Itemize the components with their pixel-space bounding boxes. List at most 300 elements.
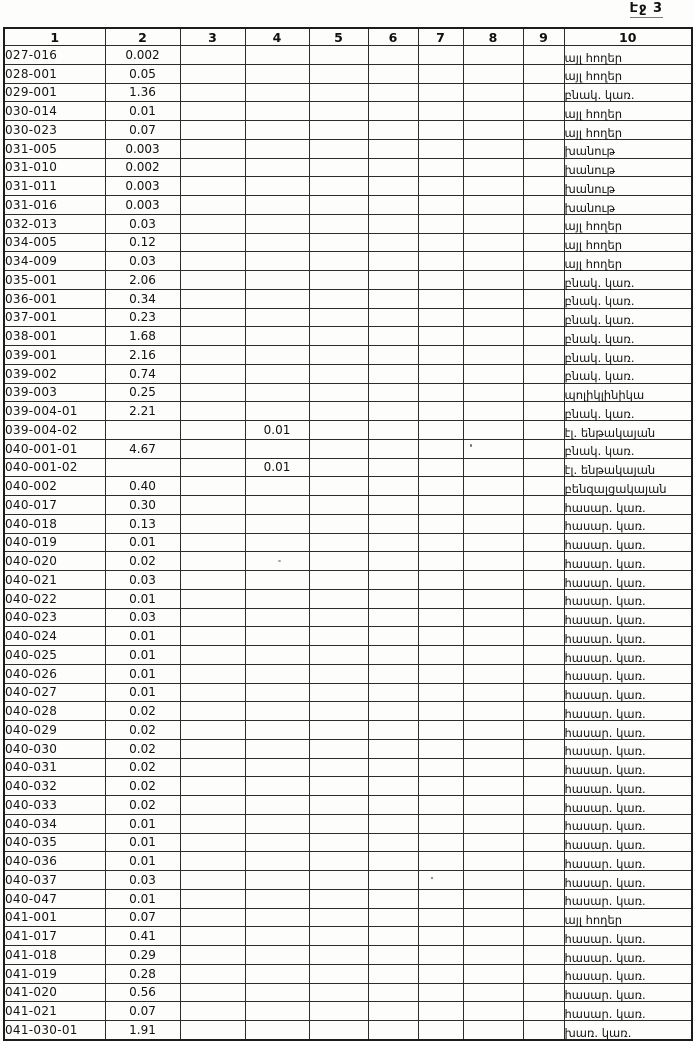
parcel-code-cell: 027-016 bbox=[4, 46, 105, 65]
table-row bbox=[4, 571, 692, 590]
empty-cell bbox=[418, 346, 463, 365]
empty-cell bbox=[368, 196, 418, 215]
area-main-cell: 4.67 bbox=[105, 439, 180, 458]
empty-cell bbox=[463, 102, 523, 121]
empty-cell bbox=[418, 514, 463, 533]
empty-cell bbox=[523, 46, 564, 65]
empty-cell bbox=[418, 64, 463, 83]
table-row bbox=[4, 196, 692, 215]
empty-cell bbox=[463, 721, 523, 740]
table-row bbox=[4, 1021, 692, 1040]
area-secondary-cell bbox=[245, 327, 309, 346]
parcel-code-cell: 040-002 bbox=[4, 477, 105, 496]
land-use-cell: հասար. կառ. bbox=[564, 833, 692, 852]
empty-cell bbox=[523, 177, 564, 196]
parcel-code-cell: 040-031 bbox=[4, 758, 105, 777]
land-use-cell: հասար. կառ. bbox=[564, 852, 692, 871]
area-secondary-cell bbox=[245, 983, 309, 1002]
land-use-cell: էլ. ենթակայան bbox=[564, 458, 692, 477]
empty-cell bbox=[418, 402, 463, 421]
land-use-cell: բնակ. կառ. bbox=[564, 402, 692, 421]
parcel-code-cell: 032-013 bbox=[4, 214, 105, 233]
empty-cell bbox=[368, 458, 418, 477]
area-main-cell: 2.21 bbox=[105, 402, 180, 421]
empty-cell bbox=[523, 552, 564, 571]
area-main-cell: 0.01 bbox=[105, 889, 180, 908]
parcel-code-cell: 034-005 bbox=[4, 233, 105, 252]
area-main-cell: 0.002 bbox=[105, 158, 180, 177]
empty-cell bbox=[309, 383, 368, 402]
area-secondary-cell bbox=[245, 308, 309, 327]
area-main-cell: 0.01 bbox=[105, 814, 180, 833]
empty-cell bbox=[523, 758, 564, 777]
empty-cell bbox=[309, 477, 368, 496]
area-main-cell: 0.07 bbox=[105, 121, 180, 140]
empty-cell bbox=[418, 608, 463, 627]
area-main-cell: 0.29 bbox=[105, 946, 180, 965]
empty-cell bbox=[463, 1002, 523, 1021]
empty-cell bbox=[309, 514, 368, 533]
empty-cell bbox=[418, 383, 463, 402]
table-row bbox=[4, 308, 692, 327]
empty-cell bbox=[309, 327, 368, 346]
scan-noise-speck bbox=[431, 877, 433, 879]
area-secondary-cell bbox=[245, 177, 309, 196]
empty-cell bbox=[523, 514, 564, 533]
table-row bbox=[4, 646, 692, 665]
empty-cell bbox=[418, 233, 463, 252]
area-main-cell: 0.01 bbox=[105, 646, 180, 665]
empty-cell bbox=[463, 439, 523, 458]
empty-cell bbox=[463, 927, 523, 946]
empty-cell bbox=[309, 589, 368, 608]
parcel-code-cell: 031-011 bbox=[4, 177, 105, 196]
empty-cell bbox=[463, 627, 523, 646]
empty-cell bbox=[309, 946, 368, 965]
empty-cell bbox=[180, 908, 245, 927]
empty-cell bbox=[180, 346, 245, 365]
empty-cell bbox=[463, 308, 523, 327]
page-number: Էջ 3 bbox=[629, 1, 663, 16]
empty-cell bbox=[180, 102, 245, 121]
area-secondary-cell bbox=[245, 346, 309, 365]
parcel-code-cell: 040-001-01 bbox=[4, 439, 105, 458]
parcel-code-cell: 040-025 bbox=[4, 646, 105, 665]
empty-cell bbox=[309, 758, 368, 777]
table-row bbox=[4, 777, 692, 796]
empty-cell bbox=[523, 646, 564, 665]
empty-cell bbox=[463, 252, 523, 271]
empty-cell bbox=[418, 533, 463, 552]
empty-cell bbox=[309, 102, 368, 121]
area-secondary-cell bbox=[245, 664, 309, 683]
land-use-cell: բնակ. կառ. bbox=[564, 289, 692, 308]
parcel-code-cell: 039-001 bbox=[4, 346, 105, 365]
empty-cell bbox=[368, 214, 418, 233]
empty-cell bbox=[180, 646, 245, 665]
empty-cell bbox=[523, 271, 564, 290]
empty-cell bbox=[523, 233, 564, 252]
land-use-cell: էլ. ենթակայան bbox=[564, 421, 692, 440]
empty-cell bbox=[418, 196, 463, 215]
table-row bbox=[4, 177, 692, 196]
empty-cell bbox=[463, 889, 523, 908]
empty-cell bbox=[418, 364, 463, 383]
table-header-row bbox=[4, 28, 692, 46]
empty-cell bbox=[418, 458, 463, 477]
land-use-cell: հասար. կառ. bbox=[564, 739, 692, 758]
empty-cell bbox=[368, 589, 418, 608]
empty-cell bbox=[180, 214, 245, 233]
empty-cell bbox=[309, 721, 368, 740]
parcel-code-cell: 040-001-02 bbox=[4, 458, 105, 477]
land-use-cell: բնակ. կառ. bbox=[564, 346, 692, 365]
empty-cell bbox=[463, 852, 523, 871]
empty-cell bbox=[309, 739, 368, 758]
table-row bbox=[4, 608, 692, 627]
empty-cell bbox=[523, 496, 564, 515]
area-main-cell: 0.02 bbox=[105, 758, 180, 777]
empty-cell bbox=[463, 777, 523, 796]
parcel-code-cell: 040-030 bbox=[4, 739, 105, 758]
area-main-cell: 0.003 bbox=[105, 196, 180, 215]
table-row bbox=[4, 289, 692, 308]
table-row bbox=[4, 233, 692, 252]
empty-cell bbox=[418, 871, 463, 890]
empty-cell bbox=[180, 364, 245, 383]
empty-cell bbox=[309, 871, 368, 890]
table-row bbox=[4, 477, 692, 496]
parcel-code-cell: 031-010 bbox=[4, 158, 105, 177]
land-use-cell: հասար. կառ. bbox=[564, 552, 692, 571]
empty-cell bbox=[368, 233, 418, 252]
area-secondary-cell: 0.01 bbox=[245, 421, 309, 440]
empty-cell bbox=[180, 196, 245, 215]
empty-cell bbox=[463, 608, 523, 627]
empty-cell bbox=[463, 496, 523, 515]
empty-cell bbox=[180, 983, 245, 1002]
empty-cell bbox=[180, 308, 245, 327]
empty-cell bbox=[368, 346, 418, 365]
area-secondary-cell bbox=[245, 702, 309, 721]
empty-cell bbox=[523, 289, 564, 308]
empty-cell bbox=[418, 739, 463, 758]
area-secondary-cell bbox=[245, 1021, 309, 1040]
empty-cell bbox=[418, 214, 463, 233]
empty-cell bbox=[418, 589, 463, 608]
area-main-cell: 0.02 bbox=[105, 552, 180, 571]
area-main-cell: 2.06 bbox=[105, 271, 180, 290]
parcel-code-cell: 040-047 bbox=[4, 889, 105, 908]
empty-cell bbox=[180, 439, 245, 458]
area-main-cell: 1.68 bbox=[105, 327, 180, 346]
table-row bbox=[4, 83, 692, 102]
table-row bbox=[4, 664, 692, 683]
empty-cell bbox=[418, 1002, 463, 1021]
empty-cell bbox=[418, 552, 463, 571]
empty-cell bbox=[463, 833, 523, 852]
land-use-cell: խանութ bbox=[564, 139, 692, 158]
empty-cell bbox=[523, 964, 564, 983]
empty-cell bbox=[368, 664, 418, 683]
empty-cell bbox=[368, 946, 418, 965]
area-secondary-cell bbox=[245, 439, 309, 458]
empty-cell bbox=[418, 683, 463, 702]
empty-cell bbox=[523, 252, 564, 271]
empty-cell bbox=[180, 158, 245, 177]
area-secondary-cell bbox=[245, 83, 309, 102]
empty-cell bbox=[523, 777, 564, 796]
empty-cell bbox=[418, 664, 463, 683]
empty-cell bbox=[309, 83, 368, 102]
parcel-code-cell: 039-002 bbox=[4, 364, 105, 383]
empty-cell bbox=[309, 214, 368, 233]
empty-cell bbox=[418, 758, 463, 777]
empty-cell bbox=[309, 402, 368, 421]
empty-cell bbox=[463, 158, 523, 177]
empty-cell bbox=[180, 327, 245, 346]
column-header-10: 10 bbox=[564, 28, 692, 46]
empty-cell bbox=[368, 102, 418, 121]
area-main-cell: 0.002 bbox=[105, 46, 180, 65]
empty-cell bbox=[368, 983, 418, 1002]
empty-cell bbox=[463, 121, 523, 140]
area-main-cell: 0.01 bbox=[105, 533, 180, 552]
area-secondary-cell bbox=[245, 533, 309, 552]
empty-cell bbox=[463, 514, 523, 533]
area-secondary-cell bbox=[245, 289, 309, 308]
area-secondary-cell bbox=[245, 908, 309, 927]
parcel-code-cell: 040-019 bbox=[4, 533, 105, 552]
land-use-cell: այլ հողեր bbox=[564, 214, 692, 233]
empty-cell bbox=[309, 496, 368, 515]
empty-cell bbox=[463, 64, 523, 83]
empty-cell bbox=[418, 946, 463, 965]
area-secondary-cell bbox=[245, 271, 309, 290]
land-use-cell: բնակ. կառ. bbox=[564, 271, 692, 290]
empty-cell bbox=[180, 383, 245, 402]
empty-cell bbox=[463, 477, 523, 496]
parcel-code-cell: 040-027 bbox=[4, 683, 105, 702]
empty-cell bbox=[523, 383, 564, 402]
empty-cell bbox=[368, 383, 418, 402]
land-use-cell: հասար. կառ. bbox=[564, 721, 692, 740]
parcel-code-cell: 030-023 bbox=[4, 121, 105, 140]
land-use-cell: հասար. կառ. bbox=[564, 871, 692, 890]
empty-cell bbox=[523, 589, 564, 608]
area-main-cell: 0.03 bbox=[105, 608, 180, 627]
table-row bbox=[4, 814, 692, 833]
empty-cell bbox=[418, 158, 463, 177]
table-row bbox=[4, 533, 692, 552]
area-main-cell: 0.01 bbox=[105, 833, 180, 852]
empty-cell bbox=[368, 64, 418, 83]
column-header-3: 3 bbox=[180, 28, 245, 46]
area-main-cell: 0.01 bbox=[105, 664, 180, 683]
table-row bbox=[4, 102, 692, 121]
empty-cell bbox=[368, 927, 418, 946]
empty-cell bbox=[368, 158, 418, 177]
empty-cell bbox=[463, 964, 523, 983]
empty-cell bbox=[463, 383, 523, 402]
area-main-cell: 0.28 bbox=[105, 964, 180, 983]
table-row bbox=[4, 121, 692, 140]
empty-cell bbox=[368, 571, 418, 590]
empty-cell bbox=[309, 796, 368, 815]
empty-cell bbox=[523, 664, 564, 683]
table-row bbox=[4, 514, 692, 533]
parcel-code-cell: 040-029 bbox=[4, 721, 105, 740]
land-use-cell: խանութ bbox=[564, 177, 692, 196]
area-secondary-cell bbox=[245, 608, 309, 627]
empty-cell bbox=[523, 346, 564, 365]
area-main-cell: 0.07 bbox=[105, 908, 180, 927]
area-secondary-cell bbox=[245, 477, 309, 496]
empty-cell bbox=[418, 852, 463, 871]
parcel-code-cell: 040-023 bbox=[4, 608, 105, 627]
area-secondary-cell bbox=[245, 589, 309, 608]
empty-cell bbox=[463, 739, 523, 758]
land-use-cell: հասար. կառ. bbox=[564, 571, 692, 590]
area-main-cell: 0.02 bbox=[105, 739, 180, 758]
land-use-cell: բենզալցակայան bbox=[564, 477, 692, 496]
empty-cell bbox=[180, 589, 245, 608]
empty-cell bbox=[180, 477, 245, 496]
empty-cell bbox=[368, 496, 418, 515]
parcel-code-cell: 030-014 bbox=[4, 102, 105, 121]
empty-cell bbox=[180, 83, 245, 102]
area-main-cell: 0.03 bbox=[105, 214, 180, 233]
empty-cell bbox=[180, 683, 245, 702]
empty-cell bbox=[309, 46, 368, 65]
empty-cell bbox=[309, 533, 368, 552]
area-main-cell: 1.36 bbox=[105, 83, 180, 102]
empty-cell bbox=[368, 683, 418, 702]
empty-cell bbox=[523, 927, 564, 946]
table-row bbox=[4, 702, 692, 721]
empty-cell bbox=[368, 721, 418, 740]
empty-cell bbox=[309, 983, 368, 1002]
empty-cell bbox=[523, 608, 564, 627]
empty-cell bbox=[309, 458, 368, 477]
empty-cell bbox=[463, 552, 523, 571]
land-use-cell: հասար. կառ. bbox=[564, 964, 692, 983]
empty-cell bbox=[368, 852, 418, 871]
parcel-code-cell: 041-001 bbox=[4, 908, 105, 927]
empty-cell bbox=[309, 702, 368, 721]
land-use-cell: բնակ. կառ. bbox=[564, 83, 692, 102]
empty-cell bbox=[368, 121, 418, 140]
land-use-cell: այլ հողեր bbox=[564, 233, 692, 252]
empty-cell bbox=[309, 908, 368, 927]
empty-cell bbox=[368, 833, 418, 852]
empty-cell bbox=[309, 1021, 368, 1040]
empty-cell bbox=[418, 477, 463, 496]
empty-cell bbox=[463, 814, 523, 833]
area-secondary-cell bbox=[245, 889, 309, 908]
area-secondary-cell bbox=[245, 946, 309, 965]
empty-cell bbox=[523, 739, 564, 758]
empty-cell bbox=[309, 814, 368, 833]
table-row bbox=[4, 908, 692, 927]
empty-cell bbox=[180, 496, 245, 515]
table-row bbox=[4, 871, 692, 890]
empty-cell bbox=[523, 121, 564, 140]
empty-cell bbox=[180, 946, 245, 965]
empty-cell bbox=[180, 814, 245, 833]
empty-cell bbox=[180, 871, 245, 890]
empty-cell bbox=[463, 1021, 523, 1040]
area-main-cell bbox=[105, 421, 180, 440]
empty-cell bbox=[418, 571, 463, 590]
table-row bbox=[4, 739, 692, 758]
empty-cell bbox=[368, 289, 418, 308]
parcel-code-cell: 040-018 bbox=[4, 514, 105, 533]
area-secondary-cell bbox=[245, 214, 309, 233]
table-row bbox=[4, 327, 692, 346]
empty-cell bbox=[418, 83, 463, 102]
empty-cell bbox=[309, 777, 368, 796]
area-secondary-cell bbox=[245, 402, 309, 421]
parcel-code-cell: 040-024 bbox=[4, 627, 105, 646]
empty-cell bbox=[463, 946, 523, 965]
empty-cell bbox=[463, 983, 523, 1002]
table-row bbox=[4, 1002, 692, 1021]
empty-cell bbox=[309, 964, 368, 983]
table-row bbox=[4, 364, 692, 383]
empty-cell bbox=[309, 121, 368, 140]
table-row bbox=[4, 721, 692, 740]
area-main-cell: 0.003 bbox=[105, 177, 180, 196]
empty-cell bbox=[180, 627, 245, 646]
land-use-cell: հասար. կառ. bbox=[564, 758, 692, 777]
area-main-cell bbox=[105, 458, 180, 477]
empty-cell bbox=[418, 46, 463, 65]
table-row bbox=[4, 439, 692, 458]
empty-cell bbox=[368, 46, 418, 65]
area-secondary-cell bbox=[245, 627, 309, 646]
parcel-code-cell: 039-003 bbox=[4, 383, 105, 402]
land-use-cell: հասար. կառ. bbox=[564, 683, 692, 702]
parcel-code-cell: 035-001 bbox=[4, 271, 105, 290]
empty-cell bbox=[309, 646, 368, 665]
table-row bbox=[4, 758, 692, 777]
empty-cell bbox=[418, 627, 463, 646]
area-main-cell: 0.01 bbox=[105, 852, 180, 871]
empty-cell bbox=[180, 852, 245, 871]
area-main-cell: 0.56 bbox=[105, 983, 180, 1002]
empty-cell bbox=[523, 908, 564, 927]
table-row bbox=[4, 346, 692, 365]
empty-cell bbox=[368, 514, 418, 533]
land-use-cell: խանութ bbox=[564, 196, 692, 215]
empty-cell bbox=[368, 533, 418, 552]
empty-cell bbox=[418, 964, 463, 983]
land-use-cell: բնակ. կառ. bbox=[564, 327, 692, 346]
empty-cell bbox=[418, 983, 463, 1002]
column-header-7: 7 bbox=[418, 28, 463, 46]
empty-cell bbox=[309, 177, 368, 196]
parcel-code-cell: 040-032 bbox=[4, 777, 105, 796]
empty-cell bbox=[180, 927, 245, 946]
empty-cell bbox=[309, 664, 368, 683]
empty-cell bbox=[463, 214, 523, 233]
land-use-cell: հասար. կառ. bbox=[564, 1002, 692, 1021]
table-row bbox=[4, 496, 692, 515]
empty-cell bbox=[180, 552, 245, 571]
empty-cell bbox=[180, 889, 245, 908]
area-secondary-cell bbox=[245, 777, 309, 796]
